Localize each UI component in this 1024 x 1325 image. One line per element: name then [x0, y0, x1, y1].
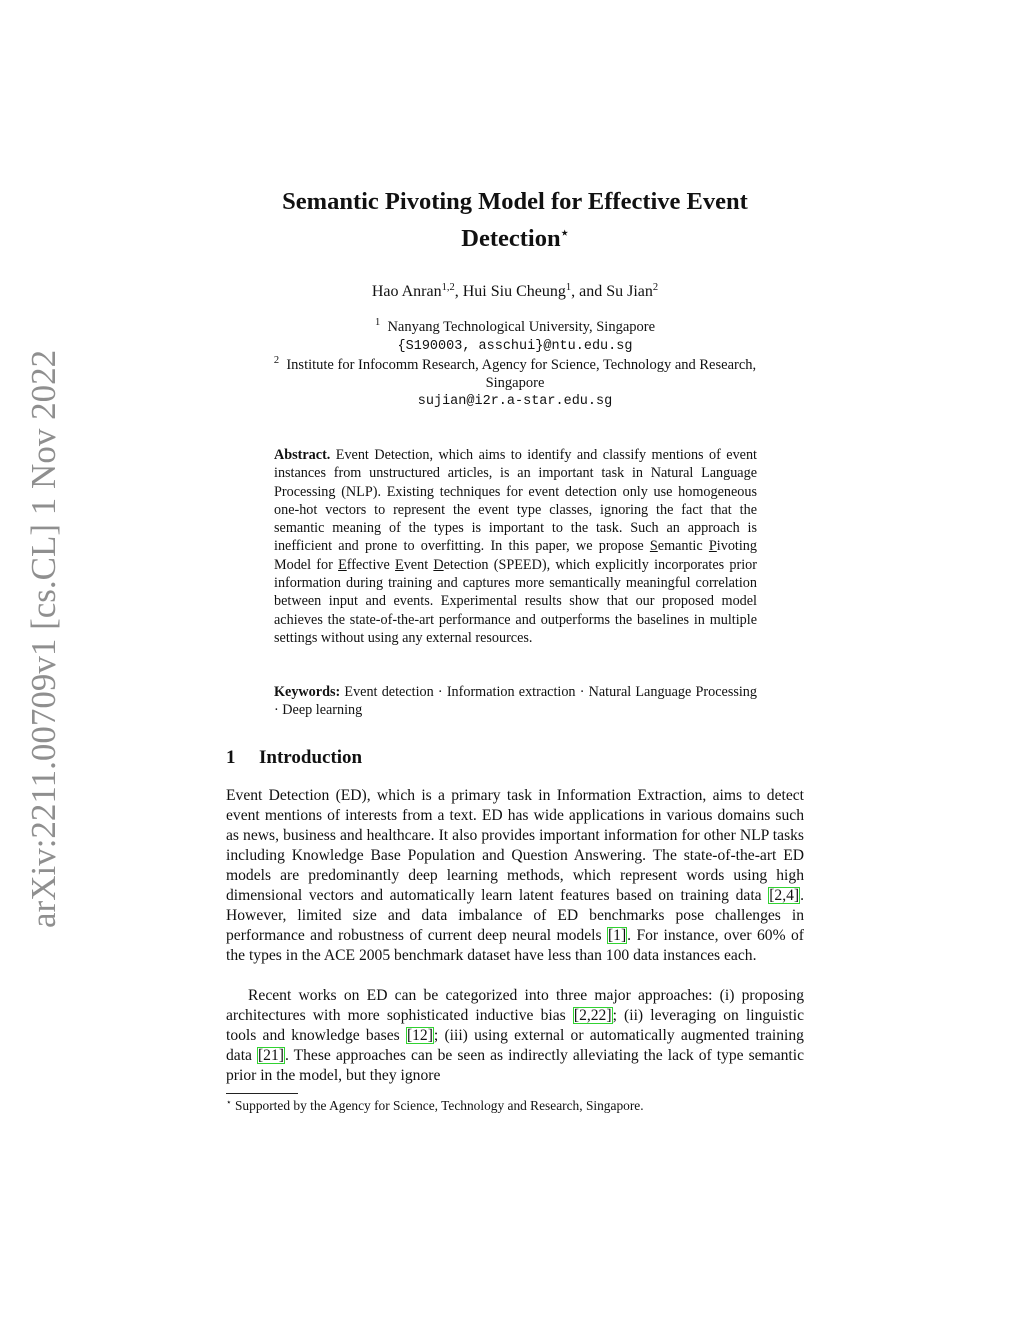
acronym-s: S: [649, 538, 658, 555]
paper-title: [226, 186, 804, 254]
keywords: [274, 683, 757, 720]
arxiv-side-stamp: arXiv:2211.00709v1 [cs.CL] 1 Nov 2022: [24, 349, 63, 928]
intro-p2-text-c: ; (iii) using external or automatically augmented training data: [226, 1027, 804, 1064]
intro-p1-text-a: Event Detection (ED), which is a primary task in Information Extraction, aims to detect event mentions of interests from a text. ED has wide applications in various domains such as news, business and healthcare. It also provides important information for other NLP tasks including Knowledge Base Population and Question Answering. The state-of-the-art ED models are predominantly deep learning methods, which represent words using high dimensional vectors and automatically learn latent features based on training data: [226, 787, 804, 904]
abstract-text-a: Event Detection, which aims to identify and classify mentions of event instances from unstructured articles, is an important task in Natural Language Processing (NLP). Existing techniques for event detection only use homogeneous one-hot vectors to represent the event type classes, ignoring the fact that the semantic meaning of the types is important to the task. Such an approach is inefficient and prone to overfitting. In this paper, we propose: [274, 447, 757, 555]
footnote-rule: [226, 1093, 298, 1094]
intro-p1-text-c: . For instance, over 60% of the types in the ACE 2005 benchmark dataset have less than 100 data instances each.: [226, 927, 804, 964]
affiliation-2-email: sujian@i2r.a-star.edu.sg: [417, 394, 613, 409]
affiliation-2-country: Singapore: [485, 375, 545, 391]
author-1-affil: 1,2: [441, 282, 455, 293]
intro-p1-text-b: . However, limited size and data imbalance of ED benchmarks pose challenges in performance and robustness of current deep neural models: [226, 887, 804, 944]
section-heading-introduction: [226, 747, 362, 769]
citation-link[interactable]: [1]: [607, 927, 627, 944]
footnote-text: Supported by the Agency for Science, Technology and Research, Singapore.: [231, 1098, 644, 1113]
abstract: [274, 446, 757, 647]
title-footnote-mark: ⋆: [560, 225, 569, 240]
author-1: Hao Anran: [371, 283, 442, 300]
acronym-e2-rest: vent: [403, 556, 434, 573]
acronym-d-rest: etection: [443, 556, 489, 573]
affiliation-2: [226, 356, 804, 374]
affiliation-2-number: 2: [273, 355, 280, 366]
acronym-s-rest: emantic: [657, 538, 709, 555]
intro-paragraph-1: [226, 786, 804, 966]
abstract-text-b: (SPEED), which explicitly incorporates prior information during training and captures more semantically meaningful correlation between input and events. Experimental results show that our proposed model achieves the state-of-the-art performance and outperforms the baselines in multiple settings without using any external resources.: [274, 556, 758, 646]
citation-link[interactable]: [12]: [406, 1027, 433, 1044]
title-line-2: Detection⋆: [461, 225, 569, 252]
affiliation-2-name: Institute for Infocomm Research, Agency for Science, Technology and Research,: [286, 357, 757, 373]
citation-link[interactable]: [2,22]: [573, 1007, 612, 1024]
footnote: [226, 1097, 644, 1114]
keywords-text: Event detection · Information extraction · Natural Language Processing · Deep learning: [274, 684, 757, 719]
acronym-p: P: [708, 538, 717, 555]
author-list: [226, 283, 804, 301]
title-line-1: Semantic Pivoting Model for Effective Event: [282, 188, 748, 215]
citation-link[interactable]: [21]: [257, 1047, 284, 1064]
acronym-e2: E: [395, 556, 404, 573]
author-3-affil: 2: [652, 282, 659, 293]
intro-p2-text-d: . These approaches can be seen as indirectly alleviating the lack of type semantic prior in the model, but they ignore: [226, 1047, 804, 1084]
footnote-mark: ⋆: [226, 1097, 232, 1107]
intro-p2-text-b: ; (ii) leveraging on linguistic tools and knowledge bases: [226, 1007, 804, 1044]
author-2: , Hui Siu Cheung: [454, 283, 566, 300]
acronym-p-rest: ivoting Model for: [274, 538, 757, 573]
author-3: , and Su Jian: [571, 283, 653, 300]
acronym-e1-rest: ffective: [346, 556, 396, 573]
acronym-e1: E: [338, 556, 347, 573]
abstract-label: Abstract.: [274, 447, 331, 463]
affiliation-1-email: {S190003, asschui}@ntu.edu.sg: [397, 339, 633, 354]
intro-paragraph-2: [226, 986, 804, 1086]
acronym-d: D: [433, 556, 444, 573]
section-number: 1: [226, 747, 236, 768]
affiliation-1-name: Nanyang Technological University, Singapore: [387, 319, 656, 335]
keywords-label: Keywords:: [274, 684, 341, 700]
affiliation-1-number: 1: [374, 317, 381, 328]
intro-p2-text-a: Recent works on ED can be categorized into three major approaches: (i) proposing architectures with more sophisticated inductive bias: [226, 987, 804, 1024]
affiliation-1: [226, 318, 804, 336]
citation-link[interactable]: [2,4]: [769, 887, 800, 904]
author-2-affil: 1: [565, 282, 572, 293]
section-title: Introduction: [259, 747, 363, 768]
